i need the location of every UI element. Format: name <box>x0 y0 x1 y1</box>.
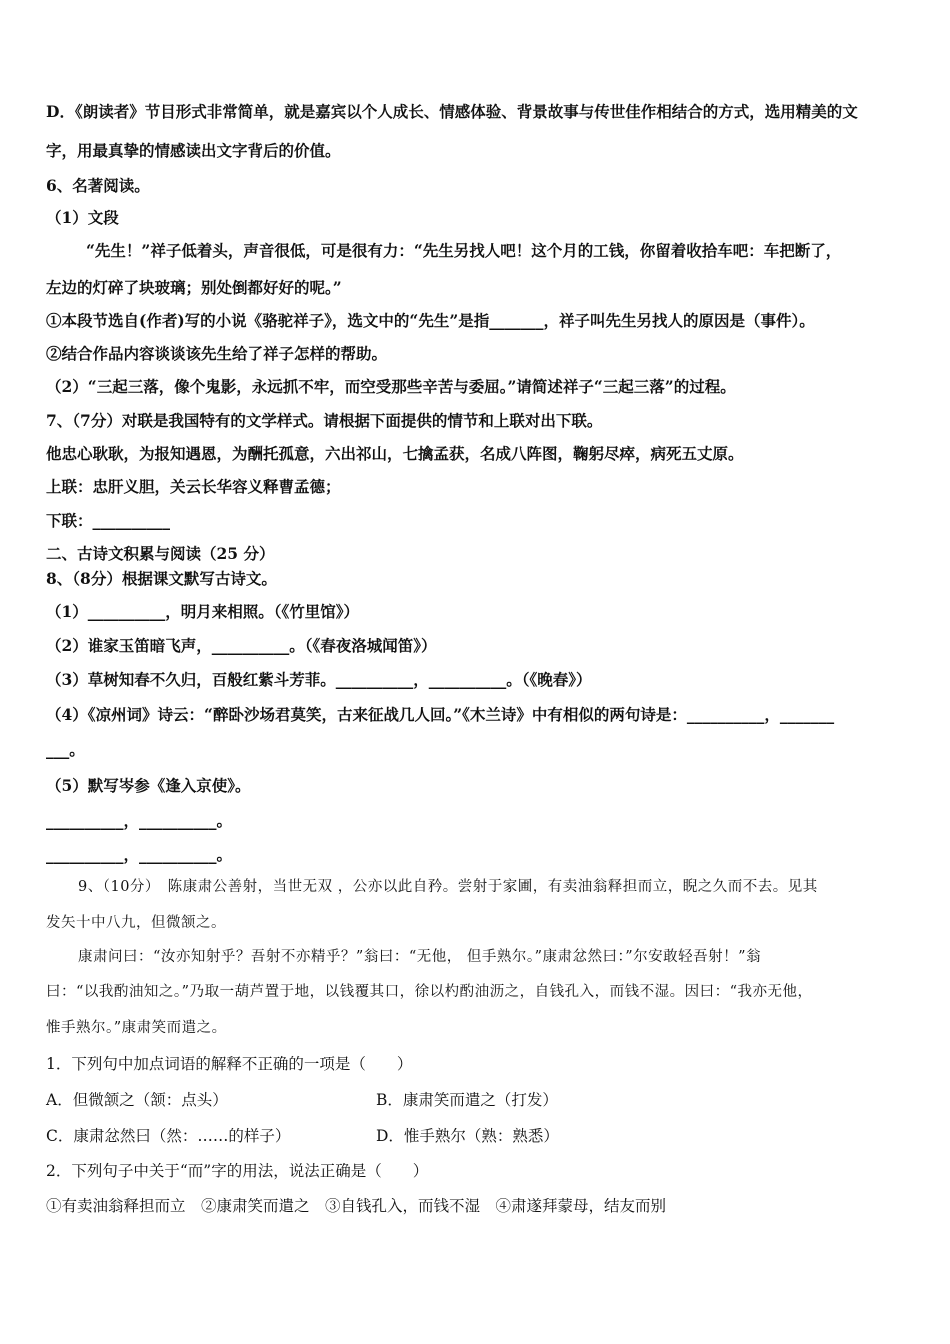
q8-item-3: （3）草树知春不久归，百般红紫斗芳菲。__________，__________。（《晚春》） <box>46 670 592 689</box>
q6-passage-line-2: 左边的灯碎了块玻璃；别处倒都好好的呢。” <box>46 278 342 297</box>
q9-option-a: A．但微颔之（颔：点头） <box>46 1091 228 1109</box>
question-6-title: 6、名著阅读。 <box>46 176 150 195</box>
question-9-passage-line-3: 康肃问曰：“汝亦知射乎？吾射不亦精乎？”翁曰：“无他， 但手熟尔。”康肃忿然曰：”尔安敢轻吾射！”翁 <box>78 949 762 965</box>
option-d-line-2: 字，用最真挚的情感读出文字背后的价值。 <box>46 141 341 160</box>
option-d-line-1: D．《朗读者》节目形式非常简单，就是嘉宾以个人成长、情感体验、背景故事与传世佳作相结合的方式，选用精美的文 <box>46 102 858 121</box>
question-9-passage-line-4: 曰：“以我酌油知之。”乃取一葫芦置于地，以钱覆其口，徐以杓酌油沥之，自钱孔入，而钱不湿。因曰：“我亦无他， <box>46 984 813 1000</box>
q9-subquestion-1: 1．下列句中加点词语的解释不正确的一项是（ ） <box>46 1055 413 1073</box>
question-9-passage-line-2: 发矢十中八九，但微颔之。 <box>46 915 226 931</box>
q6-section-2: （2）“三起三落，像个鬼影，永远抓不牢，而空受那些辛苦与委屈。”请简述祥子“三起三落”的过程。 <box>46 377 736 396</box>
q8-item-5-blank-1: __________，__________。 <box>46 811 233 830</box>
q9-option-d: D．惟手熟尔（熟：熟悉） <box>376 1127 559 1145</box>
q7-lower-couplet: 下联：__________ <box>46 511 171 530</box>
q9-option-b: B．康肃笑而遣之（打发） <box>376 1091 558 1109</box>
q8-item-4-line-2: ___。 <box>46 740 85 759</box>
q8-item-5-blank-2: __________，__________。 <box>46 845 233 864</box>
q6-section-1-label: （1）文段 <box>46 208 119 227</box>
question-9-passage-line-1: 9、（10分） 陈康肃公善射，当世无双 ，公亦以此自矜。尝射于家圃，有卖油翁释担而立，睨之久而不去。见其 <box>78 879 818 895</box>
section-2-heading: 二、古诗文积累与阅读（25 分） <box>46 544 275 563</box>
q8-item-5: （5）默写岑参《逢入京使》。 <box>46 776 251 795</box>
q8-item-1: （1）__________，明月来相照。（《竹里馆》） <box>46 602 360 621</box>
q6-passage-line-1: “先生！”祥子低着头，声音很低，可是很有力：“先生另找人吧！这个月的工钱，你留着收拾车吧：车把断了， <box>86 241 842 260</box>
question-8-title: 8、（8分）根据课文默写古诗文。 <box>46 569 277 588</box>
q9-subquestion-2-items: ①有卖油翁释担而立 ②康肃笑而遣之 ③自钱孔入，而钱不湿 ④肃遂拜蒙母，结友而别 <box>46 1197 667 1215</box>
q6-subquestion-1: ①本段节选自(作者)写的小说《骆驼祥子》，选文中的“先生”是指_______，祥子叫先生另找人的原因是（事件）。 <box>46 311 815 330</box>
q7-plot: 他忠心耿耿，为报知遇恩，为酬托孤意，六出祁山，七擒孟获，名成八阵图，鞠躬尽瘁，病死五丈原。 <box>46 444 744 463</box>
q9-option-c: C．康肃忿然曰（然：……的样子） <box>46 1127 291 1145</box>
q8-item-2: （2）谁家玉笛暗飞声，__________。（《春夜洛城闻笛》） <box>46 636 437 655</box>
question-7-title: 7、（7分）对联是我国特有的文学样式。请根据下面提供的情节和上联对出下联。 <box>46 411 603 430</box>
q6-subquestion-2: ②结合作品内容谈谈该先生给了祥子怎样的帮助。 <box>46 344 388 363</box>
question-9-passage-line-5: 惟手熟尔。”康肃笑而遣之。 <box>46 1020 227 1036</box>
q9-subquestion-2: 2．下列句子中关于“而”字的用法，说法正确是（ ） <box>46 1162 429 1180</box>
q8-item-4-line-1: （4）《凉州词》诗云：“醉卧沙场君莫笑，古来征战几人回。”《木兰诗》中有相似的两句诗是：__________，_______ <box>46 705 835 724</box>
q7-upper-couplet: 上联：忠肝义胆，关云长华容义释曹孟德； <box>46 477 341 496</box>
